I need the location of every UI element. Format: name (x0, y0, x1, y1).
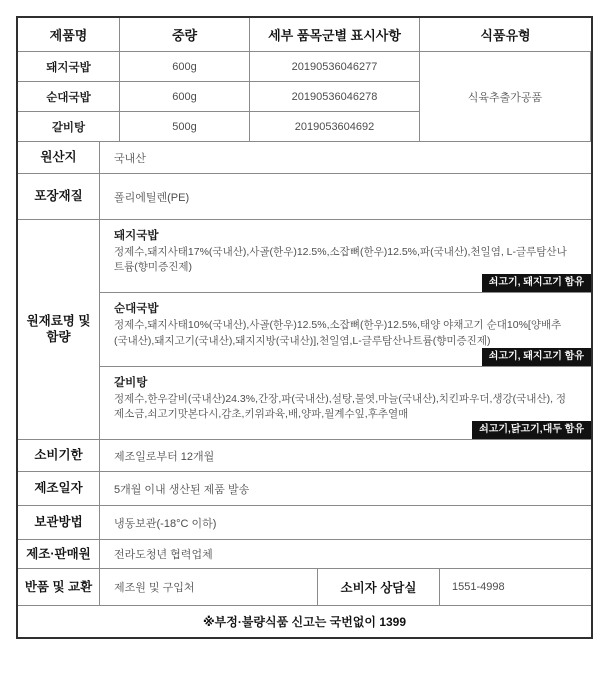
origin-row (18, 142, 591, 174)
shelf-life-label: 소비기한 (18, 440, 100, 471)
origin-label: 원산지 (18, 142, 100, 173)
ingredient-block (100, 293, 591, 366)
report-notice-row (18, 606, 591, 637)
manufacturer-row (18, 540, 591, 569)
consumer-center-label: 소비자 상담실 (318, 569, 440, 605)
shelf-life-row (18, 440, 591, 472)
storage-label: 보관방법 (18, 506, 100, 539)
manufacture-date-row (18, 472, 591, 506)
product-name-cell: 순대국밥 (18, 82, 120, 112)
returns-label: 반품 및 교환 (18, 569, 100, 605)
product-info-table (16, 16, 593, 639)
shelf-life-value: 제조일로부터 12개월 (114, 450, 215, 463)
manufacturer-value: 전라도청년 협력업체 (114, 549, 213, 562)
food-type-cell: 식육추출가공품 (420, 52, 591, 142)
col-header-product-name: 제품명 (18, 18, 120, 52)
returns-value: 제조원 및 구입처 (100, 569, 318, 605)
product-grid (18, 18, 591, 142)
ingredients-content (100, 220, 591, 439)
product-code-cell: 20190536046277 (250, 52, 420, 82)
product-weight-cell: 600g (120, 82, 250, 112)
ingredient-block-title: 돼지국밥 (114, 230, 159, 242)
col-header-item-code: 세부 품목군별 표시사항 (250, 18, 420, 52)
storage-value: 냉동보관(-18°C 이하) (114, 517, 217, 530)
report-notice-text: ※부정·불량식품 신고는 국번없이 1399 (202, 615, 407, 630)
product-name-cell: 돼지국밥 (18, 52, 120, 82)
ingredient-block-text: 정제수,돼지사태17%(국내산),사골(한우)12.5%,소잡뼈(한우)12.5%,파(국내산),천일염, L-글루탐산나트륨(향미증진제) (114, 246, 567, 274)
ingredient-block-text: 정제수,돼지사태10%(국내산),사골(한우)12.5%,소잡뼈(한우)12.5%,태양 야채고기 순대10%[양배추(국내산),돼지고기(국내산),돼지지방(국내산)],천일염,L-글루탐산나트륨(향미증진제) (114, 319, 562, 347)
packaging-value: 폴리에틸렌(PE) (114, 191, 190, 204)
ingredients-label: 원재료명 및 함량 (18, 220, 100, 439)
storage-row (18, 506, 591, 540)
manufacturer-label: 제조·판매원 (18, 540, 100, 568)
consumer-center-phone: 1551-4998 (452, 581, 505, 594)
product-code-cell: 2019053604692 (250, 112, 420, 142)
returns-row (18, 569, 591, 606)
ingredient-block-text: 정제수,한우갈비(국내산)24.3%,간장,파(국내산),설탕,물엿,마늘(국내산),치킨파우더,생강(국내산), 정제소금,쇠고기맛본다시,감초,키위과육,배,양파,월계수잎,후추열매 (114, 392, 567, 421)
allergen-badge: 쇠고기, 돼지고기 함유 (482, 348, 591, 366)
ingredient-block (100, 367, 591, 439)
ingredients-row (18, 220, 591, 440)
product-weight-cell: 500g (120, 112, 250, 142)
col-header-food-type: 식품유형 (420, 18, 591, 52)
allergen-badge: 쇠고기, 돼지고기 함유 (482, 274, 591, 292)
product-weight-cell: 600g (120, 52, 250, 82)
origin-value: 국내산 (114, 152, 146, 165)
ingredient-block (100, 220, 591, 293)
packaging-label: 포장재질 (18, 174, 100, 219)
col-header-weight: 중량 (120, 18, 250, 52)
packaging-row (18, 174, 591, 220)
allergen-badge: 쇠고기,닭고기,대두 함유 (472, 421, 591, 439)
manufacture-date-value: 5개월 이내 생산된 제품 발송 (114, 483, 250, 496)
manufacture-date-label: 제조일자 (18, 472, 100, 505)
product-code-cell: 20190536046278 (250, 82, 420, 112)
ingredient-block-title: 순대국밥 (114, 303, 159, 316)
ingredient-block-title: 갈비탕 (114, 376, 148, 389)
product-name-cell: 갈비탕 (18, 112, 120, 142)
